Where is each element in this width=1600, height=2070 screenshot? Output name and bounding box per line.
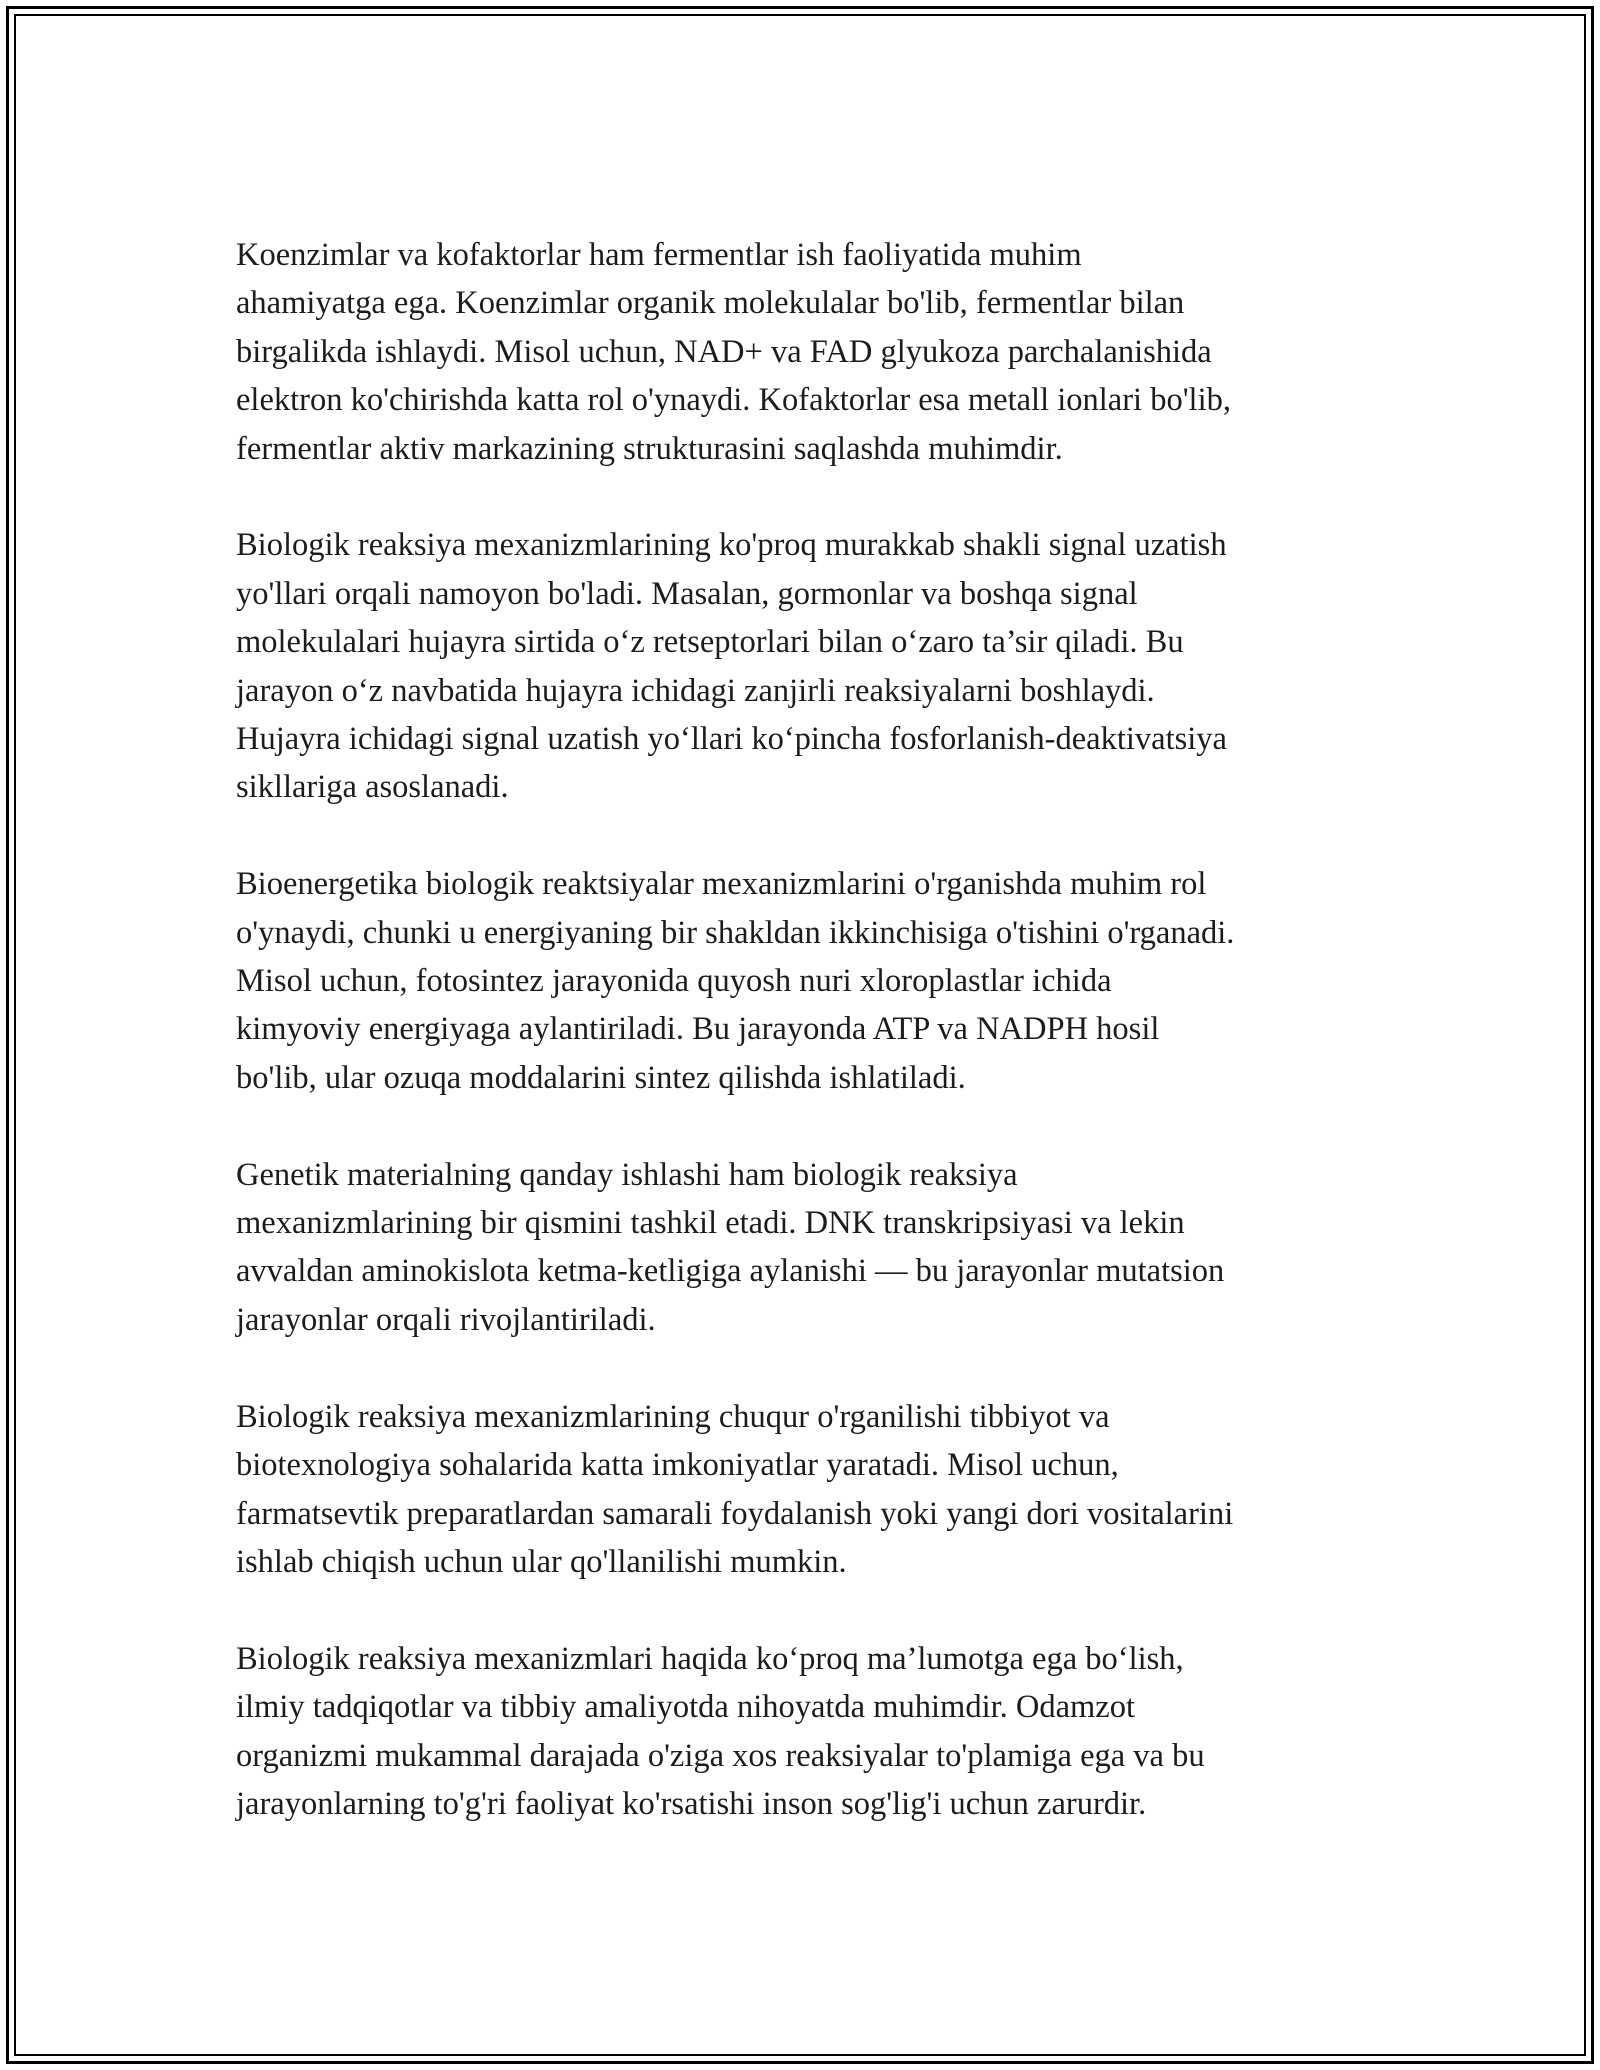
document-body <box>236 231 1366 1877</box>
paragraph-conclusion: Biologik reaksiya mexanizmlari haqida ko‘proq ma’lumotga ega bo‘lish, ilmiy tadqiqotlar va tibbiy amaliyotda nihoyatda muhimdir. Odamzot organizmi mukammal darajada o'ziga xos reaksiyalar to'plamiga ega va bu jarayonlarning to'g'ri faoliyat ko'rsatishi inson sog'lig'i uchun zarurdir. <box>236 1640 1205 1822</box>
paragraph-genetic-material: Genetik materialning qanday ishlashi ham biologik reaksiya mexanizmlarining bir qismini tashkil etadi. DNK transkripsiyasi va lekin avvaldan aminokislota ketma-ketligiga aylanishi — bu jarayonlar mutatsion jarayonlar orqali rivojlantiriladi. <box>236 1156 1225 1338</box>
paragraph-coenzymes: Koenzimlar va kofaktorlar ham fermentlar ish faoliyatida muhim ahamiyatga ega. Koenzimlar organik molekulalar bo'lib, fermentlar bilan birgalikda ishlaydi. Misol uchun, NAD+ va FAD glyukoza parchalanishida elektron ko'chirishda katta rol o'ynaydi. Kofaktorlar esa metall ionlari bo'lib, fermentlar aktiv markazining strukturasini saqlashda muhimdir. <box>236 237 1231 467</box>
paragraph-signal-pathways: Biologik reaksiya mexanizmlarining ko'proq murakkab shakli signal uzatish yo'llari orqali namoyon bo'ladi. Masalan, gormonlar va boshqa signal molekulalari hujayra sirtida o‘z retseptorlari bilan o‘zaro ta’sir qiladi. Bu jarayon o‘z navbatida hujayra ichidagi zanjirli reaksiyalarni boshlaydi. Hujayra ichidagi signal uzatish yo‘llari ko‘pincha fosforlanish-deaktivatsiya sikllariga asoslanadi. <box>236 527 1227 806</box>
paragraph-bioenergetics: Bioenergetika biologik reaktsiyalar mexanizmlarini o'rganishda muhim rol o'ynaydi, chunki u energiyaning bir shakldan ikkinchisiga o'tishini o'rganadi. Misol uchun, fotosintez jarayonida quyosh nuri xloroplastlar ichida kimyoviy energiyaga aylantiriladi. Bu jarayonda ATP va NADPH hosil bo'lib, ular ozuqa moddalarini sintez qilishda ishlatiladi. <box>236 866 1235 1096</box>
paragraph-medicine-biotech: Biologik reaksiya mexanizmlarining chuqur o'rganilishi tibbiyot va biotexnologiya sohalarida katta imkoniyatlar yaratadi. Misol uchun, farmatsevtik preparatlardan samarali foydalanish yoki yangi dori vositalarini ishlab chiqish uchun ular qo'llanilishi mumkin. <box>236 1398 1234 1580</box>
